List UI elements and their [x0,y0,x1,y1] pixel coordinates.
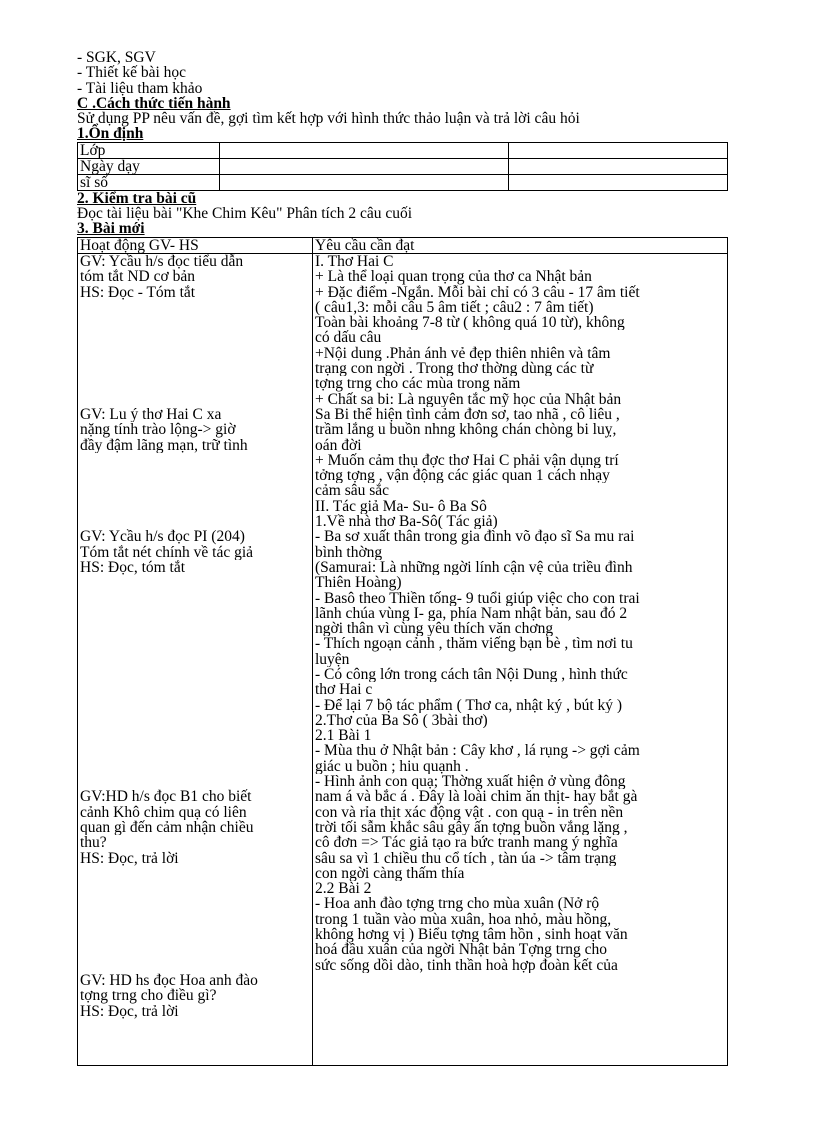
section-2-heading: 2. Kiểm tra bài cũ [77,189,197,207]
requirement-line: 2.2 Bài 2 [315,881,372,897]
requirement-line: Toàn bài khoảng 7-8 từ ( không quá 10 từ), không [315,315,625,331]
requirement-line: I. Thơ Hai C [315,253,394,270]
requirement-line: + Chất sa bi: Là nguyên tắc mỹ học của Nhật bản [315,391,622,407]
info-empty-cell [509,158,728,174]
activity-line [80,392,310,407]
requirement-line: ( câu1,3: mỗi câu 5 âm tiết ; câu2 : 7 âm tiết) [315,299,594,316]
requirement-line: - Hình ảnh con quạ; Thờng xuất hiện ở vùng đông [315,774,626,790]
activity-line [80,376,310,391]
activity-line [80,621,310,636]
section-3-heading: 3. Bài mới [77,220,145,238]
requirement-line: sâu sa vì 1 chiều thu cổ tích , tàn úa -> tâm trạng [315,850,617,866]
lesson-table [77,237,728,1066]
requirement-line: + Là thể loại quan trọng của thơ ca Nhật bản [315,269,592,285]
section-2-text: Đọc tài liệu bài "Khe Chim Kêu" Phân tích 2 câu cuối [77,205,413,223]
activity-line: cảnh Khô chim quạ có liên [80,804,247,820]
requirement-line: - Có công lớn trong cách tân Nội Dung , hình thức [315,666,628,683]
requirement-line: cô đơn => Tác giả tạo ra bức tranh mang ý nghĩa [315,835,618,851]
info-row [78,158,728,174]
activity-line [80,958,310,973]
header-requirements: Yêu cầu cần đạt [313,237,728,253]
requirement-line: thơ Hai c [315,682,373,698]
activity-line [80,514,310,529]
activity-line: thu? [80,835,107,851]
requirement-line: Sa Bi thể hiện tình cảm đơn sơ, tao nhã , cô liêu , [315,406,620,423]
activity-line [80,759,310,774]
requirement-line: oán đời [315,437,362,453]
info-empty-cell [509,142,728,158]
activity-line [80,591,310,606]
activity-line: GV: Ycầu h/s đọc tiểu dẫn [80,253,244,270]
requirements-column [313,253,728,1065]
requirement-line: trạng con ngời . Trong thơ thờng dùng các từ [315,361,594,377]
requirement-line: II. Tác giả Ma- Su- ô Ba Sô [315,498,487,515]
requirement-line: cảm sâu sắc [315,483,390,499]
info-label: Lớp [78,142,220,158]
requirement-line: bình thờng [315,544,383,560]
activity-line [80,1049,310,1064]
activity-line [80,652,310,667]
requirement-line: giác u buồn ; hiu quạnh . [315,758,469,775]
activity-line: tóm tắt ND cơ bản [80,269,195,285]
material-item: - SGK, SGV [77,49,156,66]
activity-line [80,636,310,651]
activity-line: HS: Đọc - Tóm tắt [80,284,196,300]
activity-line [80,330,310,345]
activity-line [80,682,310,697]
requirement-line: Thiên Hoàng) [315,575,402,591]
activity-line [80,912,310,927]
requirement-line: trời tối sẫm khắc sâu gây ấn tợng buồn vắng lặng , [315,819,628,836]
activity-column [78,253,313,1065]
class-info-table [77,142,728,191]
material-item: - Thiết kế bài học [77,64,187,82]
info-empty-cell [220,158,509,174]
lesson-table-body-row [78,253,728,1065]
requirement-line: có dấu câu [315,330,382,346]
requirement-line: 2.Thơ của Ba Sô ( 3bài thơ) [315,712,488,729]
info-empty-cell [509,174,728,190]
activity-line: GV: Ycầu h/s đọc PI (204) [80,529,245,545]
requirement-line: con ngời càng thấm thía [315,865,465,882]
requirement-line: lãnh chúa vùng I- ga, phía Nam nhật bản, sau đó 2 [315,605,628,622]
requirement-line: 1.Về nhà thơ Ba-Sô( Tác giả) [315,514,498,530]
info-row [78,174,728,190]
activity-line [80,453,310,468]
info-label: Ngày dạy [78,158,220,174]
activity-line [80,713,310,728]
requirement-line: - Mùa thu ở Nhật bản : Cây khơ , lá rụng -> gợi cảm [315,743,640,759]
info-empty-cell [220,174,509,190]
section-1-heading: 1.Ổn định [77,125,144,143]
requirement-line: không hơng vị ) Biểu tợng tâm hồn , sinh hoạt văn [315,927,628,943]
header-activity: Hoạt động GV- HS [78,237,313,253]
activity-line [80,667,310,682]
requirement-line: 2.1 Bài 1 [315,728,372,744]
activity-line [80,468,310,483]
activity-line [80,698,310,713]
requirement-line: con và rỉa thịt xác động vật . con quạ - in trên nền [315,804,624,820]
info-row [78,142,728,158]
activity-line [80,1019,310,1034]
activity-line [80,881,310,896]
requirement-line: - Để lại 7 bộ tác phẩm ( Thơ ca, nhật ký , bút ký ) [315,697,623,713]
activity-line [80,896,310,911]
activity-line [80,575,310,590]
requirement-line: tợng trng cho các mùa trong năm [315,376,521,392]
materials-list [77,50,727,96]
document-page [77,50,727,1066]
activity-line [80,942,310,957]
requirement-line: sức sống dồi dào, tinh thần hoà hợp đoàn kết của [315,957,618,973]
activity-line: nặng tính trào lộng-> giờ [80,422,236,438]
requirement-line: luyện [315,651,350,667]
activity-line: GV: HD hs đọc Hoa anh đào [80,972,258,989]
activity-line [80,606,310,621]
activity-line: HS: Đọc, trả lời [80,850,179,866]
section-c-heading: C .Cách thức tiến hành [77,94,231,112]
activity-line: Tóm tắt nét chính về tác giả [80,544,254,560]
requirement-line: +Nội dung .Phản ánh vẻ đẹp thiên nhiên và tâm [315,345,611,362]
requirement-line: - Basô theo Thiền tống- 9 tuổi giúp việc cho con trai [315,590,640,606]
requirement-line: hoá đầu xuân của ngời Nhật bản Tợng trng cho [315,942,608,958]
activity-line [80,866,310,881]
activity-line [80,728,310,743]
requirement-line: trong 1 tuần vào mùa xuân, hoa nhỏ, màu hồng, [315,911,612,928]
activity-line [80,300,310,315]
requirement-line: - Hoa anh đào tợng trng cho mùa xuân (Nở rộ [315,896,600,912]
activity-line: GV:HD h/s đọc B1 cho biết [80,789,252,805]
activity-line [80,315,310,330]
info-empty-cell [220,142,509,158]
requirement-line: ngời thân vì cùng yêu thích văn chơng [315,621,554,637]
requirement-line: - Ba sơ xuất thân trong gia đình võ đạo sĩ Sa mu rai [315,529,635,545]
activity-line: quan gì đến cảm nhận chiều [80,819,254,836]
activity-line [80,743,310,758]
activity-line [80,927,310,942]
requirement-line: + Muốn cảm thụ đợc thơ Hai C phải vận dụng trí [315,452,619,469]
requirement-line: tởng tợng , vận động các giác quan 1 cách nhạy [315,468,610,484]
requirement-line: trầm lắng u buồn nhng không chán chòng bi luỵ, [315,422,617,438]
activity-line [80,1034,310,1049]
requirement-line: (Samurai: Là những ngời lính cận vệ của triều đình [315,559,633,576]
activity-line [80,361,310,376]
requirement-line: + Đặc điểm -Ngắn. Mỗi bài chỉ có 3 câu - 17 âm tiết [315,284,640,300]
section-c-text: Sử dụng PP nêu vấn đề, gợi tìm kết hợp với hình thức thảo luận và trả lời câu hỏi [77,110,580,128]
activity-line: tợng trng cho điều gì? [80,988,217,1004]
activity-line: HS: Đọc, trả lời [80,1003,179,1019]
activity-line: GV: Lu ý thơ Hai C xa [80,406,222,423]
activity-line: HS: Đọc, tóm tắt [80,559,186,576]
activity-line [80,774,310,789]
info-label: sĩ số [78,174,220,190]
lesson-table-header-row [78,237,728,253]
activity-line [80,499,310,514]
requirement-line: nam á và bắc á . Đây là loài chim ăn thịt- hay bắt gà [315,789,638,805]
material-item: - Tài liệu tham khảo [77,79,203,97]
activity-line [80,346,310,361]
requirement-line: - Thích ngoạn cảnh , thăm viếng bạn bè , tìm nơi tu [315,636,633,652]
activity-line: đầy đậm lãng mạn, trữ tình [80,437,248,453]
activity-line [80,483,310,498]
